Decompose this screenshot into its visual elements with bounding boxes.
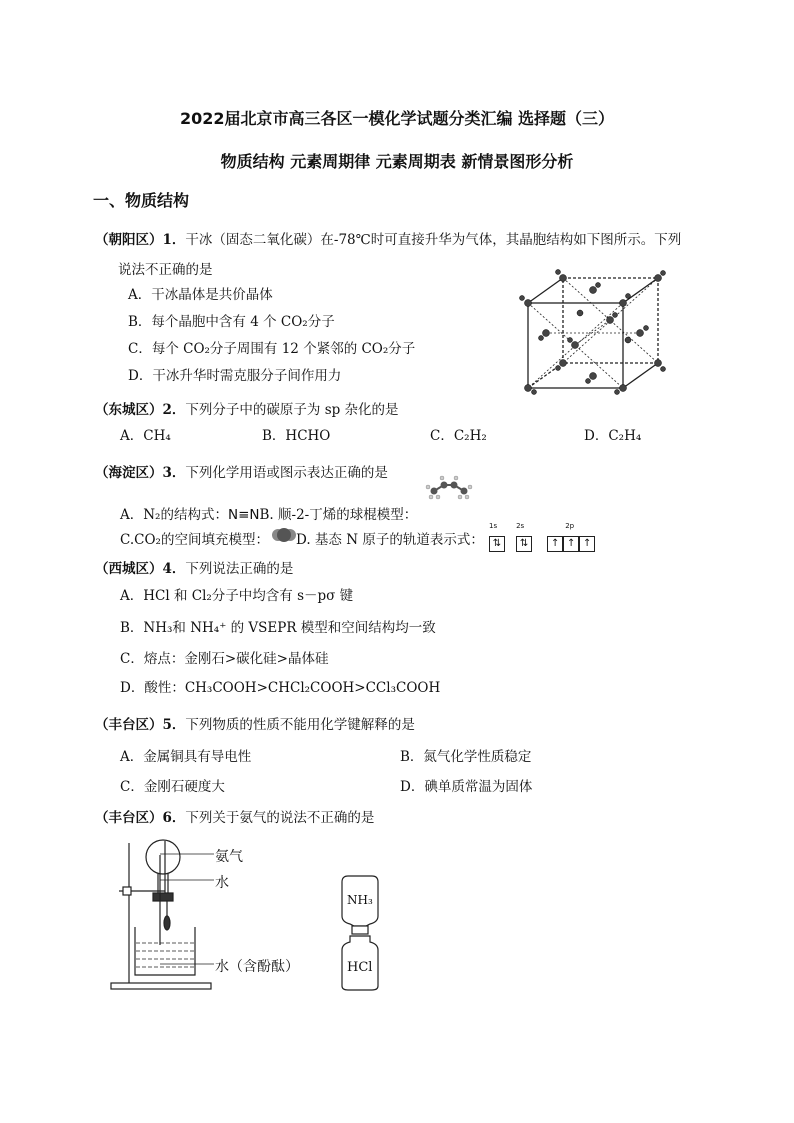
q3-option-a: A．N₂的结构式：N≡NB. 顺-2-丁烯的球棍模型： xyxy=(120,507,418,523)
question-5-stem: （丰台区）5．下列物质的性质不能用化学键解释的是 xyxy=(95,717,415,733)
document-title: 2022届北京市高三各区一模化学试题分类汇编 选择题（三） xyxy=(179,109,615,128)
q4-option-a: A．HCl 和 Cl₂分子中均含有 s－pσ 键 xyxy=(120,588,354,604)
dry-ice-unit-cell-figure xyxy=(518,268,668,398)
cis-2-butene-model-icon xyxy=(424,475,474,501)
q4-option-b: B．NH₃和 NH₄⁺ 的 VSEPR 模型和空间结构均一致 xyxy=(120,620,436,636)
question-1-stem-line2: 说法不正确的是 xyxy=(118,262,213,278)
q5-option-c: C．金刚石硬度大 xyxy=(120,779,225,795)
q1-option-a: A．干冰晶体是共价晶体 xyxy=(128,287,273,303)
nitrogen-orbital-diagram: 1s ⇅ 2s ⇅ 2p ↑ ↑ ↑ xyxy=(489,533,601,552)
question-4-stem: （西城区）4．下列说法正确的是 xyxy=(95,561,294,577)
q2-option-b: B．HCHO xyxy=(262,428,331,444)
n2-structural-formula: N≡N xyxy=(227,507,260,523)
q1-option-d: D．干冰升华时需克服分子间作用力 xyxy=(128,368,342,384)
q2-option-d: D．C₂H₄ xyxy=(584,428,642,444)
question-3-stem: （海淀区）3．下列化学用语或图示表达正确的是 xyxy=(95,465,388,481)
q1-option-b: B．每个晶胞中含有 4 个 CO₂分子 xyxy=(128,314,335,330)
bottle-nh3-label: NH₃ xyxy=(347,893,373,907)
label-water: 水 xyxy=(215,875,229,891)
q4-option-c: C．熔点：金刚石>碳化硅>晶体硅 xyxy=(120,651,329,667)
question-6-stem: （丰台区）6．下列关于氨气的说法不正确的是 xyxy=(95,810,375,826)
label-water-phenolphthalein: 水（含酚酞） xyxy=(215,959,299,975)
label-leader-lines xyxy=(160,850,216,970)
question-1-stem: （朝阳区）1．干冰（固态二氧化碳）在-78℃时可直接升华为气体，其晶胞结构如下图所示。下列 xyxy=(95,232,682,248)
question-2-stem: （东城区）2．下列分子中的碳原子为 sp 杂化的是 xyxy=(95,402,399,418)
question-number: 1． xyxy=(162,232,186,248)
document-subtitle: 物质结构 元素周期律 元素周期表 新情景图形分析 xyxy=(220,152,574,171)
q3-option-c: C.CO₂的空间填充模型： xyxy=(120,532,269,548)
bottle-hcl-label: HCl xyxy=(347,960,373,975)
q2-option-c: C．C₂H₂ xyxy=(430,428,487,444)
q2-option-a: A．CH₄ xyxy=(120,428,171,444)
question-region: （朝阳区） xyxy=(95,232,163,248)
section-heading: 一、物质结构 xyxy=(93,191,190,210)
q4-option-d: D．酸性：CH₃COOH>CHCl₂COOH>CCl₃COOH xyxy=(120,680,441,696)
q5-option-a: A．金属铜具有导电性 xyxy=(120,749,252,765)
q1-option-c: C．每个 CO₂分子周围有 12 个紧邻的 CO₂分子 xyxy=(128,341,416,357)
q3-option-d: D. 基态 N 原子的轨道表示式： xyxy=(296,532,484,548)
label-ammonia: 氨气 xyxy=(215,849,243,865)
q5-option-d: D．碘单质常温为固体 xyxy=(400,779,533,795)
q5-option-b: B．氮气化学性质稳定 xyxy=(400,749,532,765)
co2-space-filling-model-icon xyxy=(272,526,296,544)
